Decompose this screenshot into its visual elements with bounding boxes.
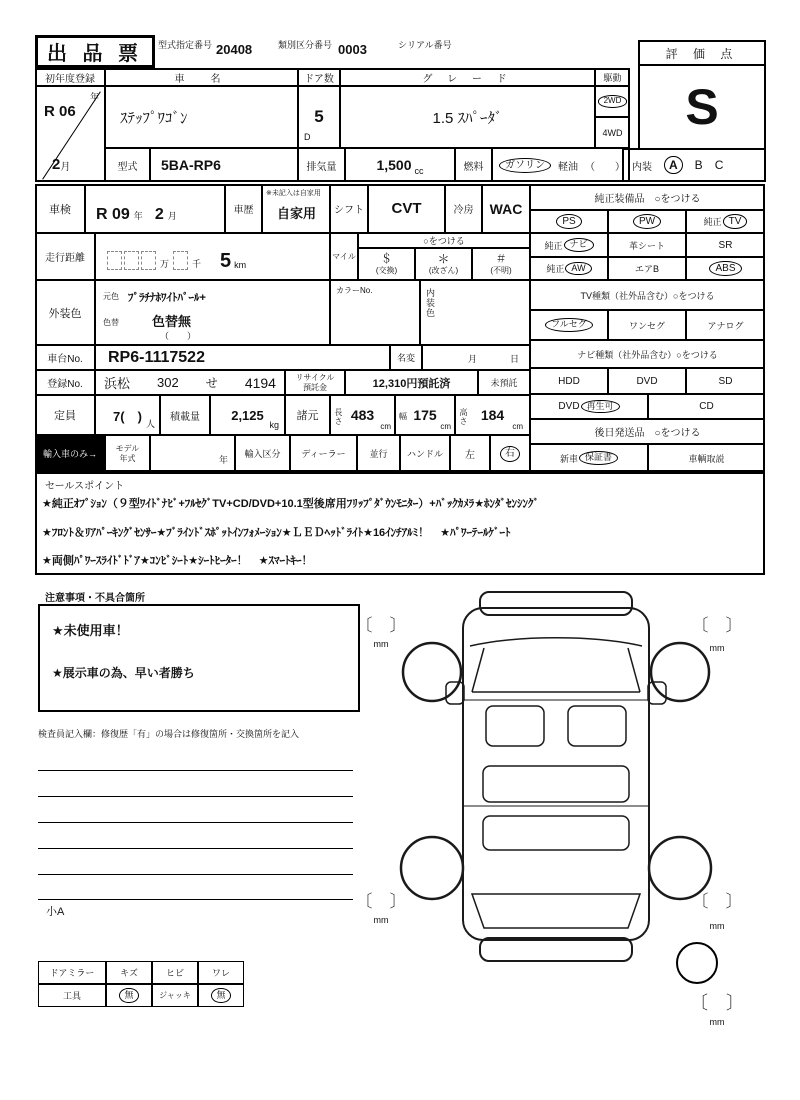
mirror-right — [648, 682, 666, 704]
fuel-paren: （ ） — [585, 161, 625, 173]
chassis-value: RP6-1117522 — [95, 345, 390, 370]
inspector-note: 検査員記入欄：修復歴「有」の場合は修復箇所・交換箇所を記入 — [38, 729, 300, 739]
interior-grade-c: C — [714, 158, 724, 172]
manual-cell: 車輌取説 — [648, 444, 765, 472]
interior-grade-b: B — [694, 158, 703, 172]
tv-type-header: TV種類（社外品含む）○をつける — [530, 280, 765, 310]
car-name-value: ｽﾃｯﾌﾟﾜｺﾞﾝ — [105, 86, 298, 148]
write-line — [38, 770, 353, 771]
equip-navi-cell — [530, 233, 608, 257]
drive-2wd-selected: 2WD — [598, 95, 628, 107]
wheel-front-left — [403, 643, 461, 701]
drive-2wd-cell — [595, 86, 630, 117]
model-year-unit: 年 — [218, 455, 228, 465]
mark-exchange-cell — [358, 248, 415, 280]
jack-none-cell — [198, 984, 244, 1007]
dvd-play-prefix: DVD — [558, 401, 580, 412]
mileage-value: 5 — [220, 250, 232, 272]
digit-box — [141, 251, 156, 270]
base-color-label: 元色 — [103, 292, 119, 301]
equip-sr: SR — [686, 233, 765, 257]
measure-mm-top-right: mm — [709, 643, 725, 653]
spare-wheel-circle — [676, 942, 718, 984]
history-note: ※未記入は自家用 — [266, 190, 321, 197]
tools-none-cell — [106, 984, 152, 1007]
warranty-prefix: 新車 — [559, 453, 578, 464]
ext-color-label: 外装色 — [35, 280, 95, 345]
meihen-day: 日 — [509, 354, 519, 364]
model-year-cell — [150, 435, 235, 472]
digit-box — [107, 251, 122, 270]
mark-tamper: ＊ — [437, 251, 450, 266]
change-color-label: 色替 — [103, 318, 119, 327]
mark-unknown: ＃ — [495, 253, 507, 266]
load-unit: kg — [269, 420, 279, 430]
doors-sub: D — [304, 132, 311, 142]
drive-4wd-cell: 4WD — [595, 117, 630, 148]
wheel-rear-left — [401, 837, 463, 899]
windshield — [472, 648, 640, 692]
history-cell — [262, 184, 330, 233]
sales-label: セールスポイント — [45, 481, 125, 492]
parallel-label: 並行 — [357, 435, 400, 472]
tv-oneseg: ワンセグ — [608, 310, 686, 340]
capacity-label: 定員 — [35, 395, 95, 435]
mileage-unit: km — [234, 260, 247, 270]
equip-leather: 革シート — [608, 233, 686, 257]
rear-window — [472, 894, 640, 928]
model-year-label-1: モデル — [115, 444, 140, 454]
recycle-label-1: リサイクル — [295, 373, 335, 383]
length-unit: cm — [380, 422, 391, 431]
meihen-label: 名変 — [390, 345, 422, 370]
reg-area: 浜松 — [104, 376, 131, 391]
tools-label: 工具 — [38, 984, 106, 1007]
reg-class: 302 — [157, 375, 179, 390]
grade-label: グ レ ー ド — [340, 68, 595, 86]
height-value: 184 — [480, 407, 505, 423]
equip-header: 純正装備品 ○をつける — [530, 184, 765, 210]
height-unit: cm — [512, 422, 523, 431]
mark-unknown-cell — [472, 248, 530, 280]
measure-mm-bottom-right: mm — [709, 921, 725, 931]
tv-analog: アナログ — [686, 310, 765, 340]
score-value: S — [638, 64, 766, 150]
handle-left: 左 — [450, 435, 490, 472]
equip-tv-prefix: 純正 — [703, 217, 722, 227]
grade-value: 1.5 ｽﾊﾟｰﾀﾞ — [340, 86, 595, 148]
score-header: 評 価 点 — [638, 40, 766, 66]
note-line-1: ★未使用車！ — [52, 623, 129, 638]
length-label: 長さ — [334, 408, 343, 426]
hood-line — [470, 638, 642, 646]
damage-scratch: キズ — [106, 961, 152, 984]
meihen-month: 月 — [468, 354, 478, 364]
shaken-era: R 09 — [96, 206, 130, 223]
form-title: 出 品 票 — [35, 35, 155, 68]
shaken-month: 2 — [154, 206, 164, 223]
base-color-value: ﾌﾟﾗﾁﾅﾎﾜｲﾄﾊﾟｰﾙ+ — [128, 292, 206, 304]
displacement-cell — [345, 148, 455, 182]
write-line — [38, 874, 353, 875]
load-cell — [210, 395, 285, 435]
navi-type-header: ナビ種類（社外品含む）○をつける — [530, 340, 765, 368]
recycle-label-2: 預託金 — [303, 382, 327, 392]
body-outline — [463, 608, 649, 940]
equip-airbag: エアB — [608, 257, 686, 280]
interior-grade-a-selected: A — [664, 156, 683, 174]
capacity-cell — [95, 395, 160, 435]
meihen-cell — [422, 345, 530, 370]
circle-note: ○をつける — [358, 233, 530, 248]
doors-value-cell — [298, 86, 340, 148]
capacity-unit: 人 — [145, 419, 155, 429]
drive-label: 駆動 — [595, 68, 630, 86]
change-color-value: 色替無 — [152, 314, 192, 329]
ac-label: 冷房 — [445, 184, 482, 233]
tv-fullseg-selected: フルセグ — [545, 318, 593, 332]
displacement-value: 1,500 — [376, 157, 412, 173]
model-value: 5BA-RP6 — [150, 148, 298, 182]
front-bumper — [480, 592, 632, 615]
write-line — [38, 822, 353, 823]
reg-number: 4194 — [244, 374, 276, 391]
first-reg-label: 初年度登録 — [35, 68, 105, 86]
chassis-label: 車台No. — [35, 345, 95, 370]
equip-tv-selected: TV — [723, 214, 748, 229]
handle-right-selected: 右 — [500, 446, 520, 462]
history-label: 車歴 — [225, 184, 262, 233]
sales-line-1: ★純正ｵﾌﾟｼｮﾝ（９型ﾜｲﾄﾞﾅﾋﾞ+ﾌﾙｾｸﾞTV+CD/DVD+10.1型後席用ﾌﾘｯﾌﾟﾀﾞｳﾝﾓﾆﾀｰ）+ﾊﾞｯｸｶﾒﾗ★ﾎﾝﾀﾞｾﾝｼﾝｸﾞ — [42, 498, 540, 510]
warranty-cell — [530, 444, 648, 472]
reg-kana: せ — [205, 376, 218, 390]
mark-exchange: ＄ — [381, 253, 392, 266]
spec-label: 諸元 — [285, 395, 330, 435]
damage-crack: ヒビ — [152, 961, 198, 984]
measure-bracket-far-bottom: 〔 〕 — [690, 993, 744, 1013]
mileage-label: 走行距離 — [35, 233, 95, 280]
class-code-label: 類別区分番号 — [278, 40, 333, 50]
reg-label: 登録No. — [35, 370, 95, 395]
length-value: 483 — [350, 407, 375, 423]
recycle-alt: 未預託 — [478, 370, 530, 395]
warranty-selected: 保証書 — [579, 451, 618, 465]
model-year-label — [105, 435, 150, 472]
mile-label: マイル — [330, 233, 358, 280]
write-line — [38, 848, 353, 849]
shift-label: シフト — [330, 184, 368, 233]
equip-abs-selected: ABS — [709, 261, 741, 276]
navi-dvd: DVD — [608, 368, 686, 394]
first-reg-era: R 06 — [44, 103, 76, 120]
height-cell — [455, 395, 530, 435]
navi-sd: SD — [686, 368, 765, 394]
dealer-label: ディーラー — [290, 435, 357, 472]
reg-cell — [95, 370, 285, 395]
equip-aw-prefix: 純正 — [546, 264, 565, 274]
first-reg-month-unit: 月 — [60, 162, 71, 173]
shift-value: CVT — [368, 184, 445, 233]
digit-box — [124, 251, 139, 270]
equip-pw-cell — [608, 210, 686, 233]
color-no-cell — [330, 280, 420, 345]
dvd-play-cell — [530, 394, 648, 419]
int-color-label: 内装色 — [425, 288, 435, 318]
dvd-play-selected: 再生可 — [581, 400, 620, 414]
write-line — [38, 796, 353, 797]
digit-box — [173, 251, 188, 270]
model-label: 型式 — [105, 148, 150, 182]
man-unit: 万 — [160, 259, 170, 269]
load-value: 2,125 — [231, 407, 264, 423]
first-reg-year-unit: 年 — [89, 92, 99, 102]
measure-bracket-bottom-left: 〔 〕 — [355, 891, 407, 911]
damage-door-mirror: ドアミラー — [38, 961, 106, 984]
mileage-cell — [95, 233, 330, 280]
fuel-cell — [492, 148, 630, 182]
equip-navi-selected: ナビ — [564, 238, 594, 252]
ac-value: WAC — [482, 184, 530, 233]
rear-bumper — [480, 938, 632, 961]
seat-second-row — [483, 766, 629, 802]
width-label: 幅 — [399, 412, 407, 421]
interior-grade-strip — [622, 148, 766, 182]
height-label: 高さ — [459, 408, 468, 426]
jack-label: ジャッキ — [152, 984, 198, 1007]
fuel-label: 燃料 — [455, 148, 492, 182]
first-reg-cell — [35, 86, 105, 182]
interior-label: 内装 — [632, 161, 652, 173]
equip-ps-cell — [530, 210, 608, 233]
doors-label: ドア数 — [298, 68, 340, 86]
tv-fullseg-cell — [530, 310, 608, 340]
sales-line-2: ★ﾌﾛﾝﾄ＆ﾘｱﾊﾟｰｷﾝｸﾞｾﾝｻｰ★ﾌﾞﾗｲﾝﾄﾞｽﾎﾟｯﾄｲﾝﾌｫﾒｰｼｮﾝ★ＬＥＤﾍｯﾄﾞﾗｲﾄ★16ｲﾝﾁｱﾙﾐ！ ★ﾊﾟﾜｰﾃｰﾙｹﾞｰﾄ — [42, 527, 511, 539]
later-ship-header: 後日発送品 ○をつける — [530, 419, 765, 444]
width-cell — [395, 395, 455, 435]
measure-bracket-bottom-right: 〔 〕 — [691, 891, 743, 911]
serial-label: シリアル番号 — [398, 40, 452, 50]
equip-navi-prefix: 純正 — [544, 240, 563, 251]
mark-tamper-cell — [415, 248, 472, 280]
notes-label: 注意事項・不具合箇所 — [45, 593, 145, 604]
sales-line-3: ★両側ﾊﾟﾜｰｽﾗｲﾄﾞﾄﾞｱ★ｺﾝﾋﾞｼｰﾄ★ｼｰﾄﾋｰﾀｰ！ ★ｽﾏｰﾄｷｰ！ — [42, 555, 313, 567]
mirror-left — [446, 682, 464, 704]
displacement-unit: cc — [414, 166, 424, 176]
equip-aw-selected: AW — [565, 262, 591, 276]
recycle-label — [285, 370, 345, 395]
tools-none-selected: 無 — [119, 988, 138, 1003]
sen-unit: 千 — [192, 259, 202, 269]
doors-value: 5 — [314, 107, 324, 126]
model-year-label-2: 年式 — [119, 453, 136, 463]
equip-ps-selected: PS — [556, 214, 581, 229]
shaken-cell — [85, 184, 225, 233]
jack-none-selected: 無 — [211, 988, 230, 1003]
measure-mm-bottom-left: mm — [373, 915, 389, 925]
history-value: 自家用 — [277, 206, 317, 221]
seat-driver — [486, 706, 544, 746]
seat-third-row — [483, 816, 629, 850]
fuel-diesel: 軽油 — [558, 161, 578, 173]
mark-tamper-label: (改ざん) — [428, 266, 459, 276]
mark-exchange-label: (交換) — [375, 265, 398, 275]
note-line-2: ★展示車の為、早い者勝ち — [52, 666, 195, 680]
import-only-label: 輸入車のみ→ — [35, 435, 105, 472]
seat-passenger — [568, 706, 626, 746]
displacement-label: 排気量 — [298, 148, 345, 182]
model-code-value: 20408 — [216, 42, 253, 57]
handle-label: ハンドル — [400, 435, 450, 472]
width-value: 175 — [413, 407, 437, 423]
damage-split: ワレ — [198, 961, 244, 984]
write-line — [38, 899, 353, 900]
shaken-year-unit: 年 — [133, 211, 143, 221]
navi-hdd: HDD — [530, 368, 608, 394]
change-color-paren: （ ） — [160, 331, 197, 341]
width-unit: cm — [440, 422, 451, 431]
class-code-value: 0003 — [338, 42, 367, 57]
ext-color-cell — [95, 280, 330, 345]
first-reg-month-value: 2 — [52, 156, 61, 173]
import-class-label: 輸入区分 — [235, 435, 290, 472]
length-cell — [330, 395, 395, 435]
recycle-value: 12,310円預託済 — [345, 370, 478, 395]
equip-tv-cell — [686, 210, 765, 233]
inspector-code: 小A — [46, 906, 65, 918]
shaken-label: 車検 — [35, 184, 85, 233]
color-no-label: カラーNo. — [336, 286, 373, 295]
fuel-gasoline-selected: ガソリン — [499, 158, 551, 173]
equip-abs-cell — [686, 257, 765, 280]
load-label: 積載量 — [160, 395, 210, 435]
measure-bracket-top-left: 〔 〕 — [355, 615, 407, 635]
equip-pw-selected: PW — [633, 214, 661, 229]
shaken-month-unit: 月 — [167, 211, 177, 221]
handle-right-cell — [490, 435, 530, 472]
measure-mm-top-left: mm — [373, 639, 389, 649]
model-code-label: 型式指定番号 — [158, 40, 213, 50]
capacity-value: 7( ) — [113, 408, 142, 424]
measure-mm-far-bottom: mm — [709, 1017, 725, 1027]
int-color-cell — [420, 280, 530, 345]
navi-cd: CD — [648, 394, 765, 419]
measure-bracket-top-right: 〔 〕 — [691, 615, 743, 635]
car-name-label: 車 名 — [105, 68, 298, 86]
equip-aw-cell — [530, 257, 608, 280]
mark-unknown-label: (不明) — [490, 265, 512, 275]
